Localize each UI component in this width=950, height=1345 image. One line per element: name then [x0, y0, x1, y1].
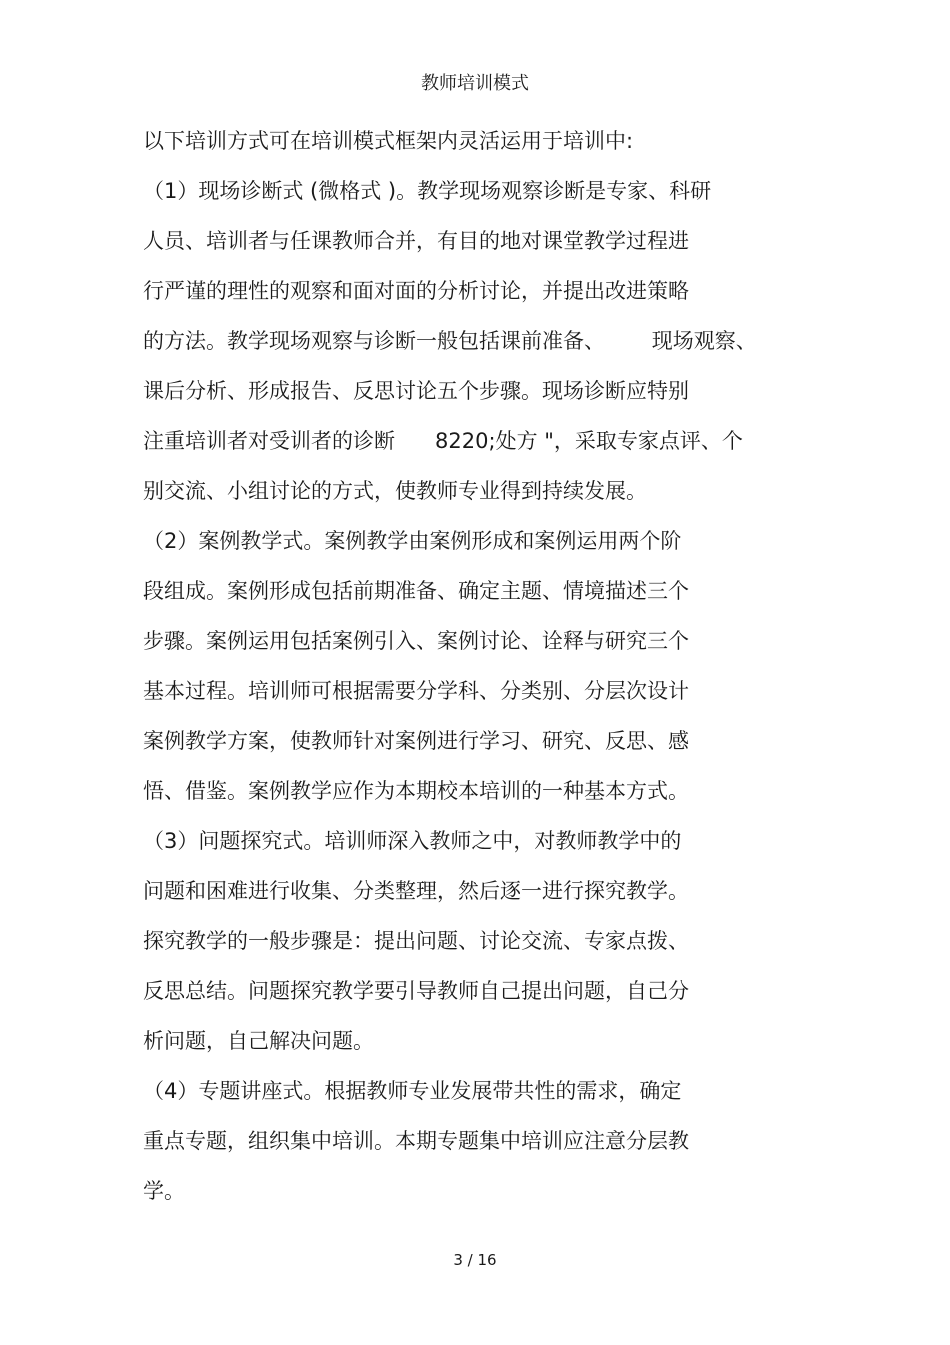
- text-line: 案例教学方案，使教师针对案例进行学习、研究、反思、感: [143, 729, 689, 753]
- text-line: 悟、借鉴。案例教学应作为本期校本培训的一种基本方式。: [143, 779, 689, 803]
- text-line: 问题和困难进行收集、分类整理，然后逐一进行探究教学。: [143, 879, 689, 903]
- page-number: 3 / 16: [453, 1251, 497, 1269]
- text-line: （2）案例教学式。案例教学由案例形成和案例运用两个阶: [143, 529, 682, 553]
- text-line: 人员、培训者与任课教师合并，有目的地对课堂教学过程进: [143, 229, 689, 253]
- text-line: 的方法。教学现场观察与诊断一般包括课前准备、 现场观察、: [143, 329, 757, 353]
- text-line: （1）现场诊断式 (微格式 )。教学现场观察诊断是专家、科研: [143, 179, 712, 203]
- text-line: 注重培训者对受训者的诊断 8220;处方 "，采取专家点评、个: [143, 429, 743, 453]
- text-line: 析问题，自己解决问题。: [143, 1029, 374, 1053]
- text-line: （3）问题探究式。培训师深入教师之中，对教师教学中的: [143, 829, 682, 853]
- text-line: 探究教学的一般步骤是：提出问题、讨论交流、专家点拨、: [143, 929, 689, 953]
- text-line: 步骤。案例运用包括案例引入、案例讨论、诠释与研究三个: [143, 629, 689, 653]
- text-line: 行严谨的理性的观察和面对面的分析讨论，并提出改进策略: [143, 279, 689, 303]
- page-title: 教师培训模式: [421, 73, 529, 94]
- text-line: 课后分析、形成报告、反思讨论五个步骤。现场诊断应特别: [143, 379, 689, 403]
- body-text: [143, 116, 863, 1216]
- text-line: 基本过程。培训师可根据需要分学科、分类别、分层次设计: [143, 679, 689, 703]
- text-line: 别交流、小组讨论的方式，使教师专业得到持续发展。: [143, 479, 647, 503]
- text-line: 反思总结。问题探究教学要引导教师自己提出问题，自己分: [143, 979, 689, 1003]
- text-line: 重点专题，组织集中培训。本期专题集中培训应注意分层教: [143, 1129, 689, 1153]
- text-line: 以下培训方式可在培训模式框架内灵活运用于培训中:: [143, 129, 634, 153]
- text-line: （4）专题讲座式。根据教师专业发展带共性的需求，确定: [143, 1079, 682, 1103]
- text-line: 段组成。案例形成包括前期准备、确定主题、情境描述三个: [143, 579, 689, 603]
- text-line: 学。: [143, 1179, 185, 1203]
